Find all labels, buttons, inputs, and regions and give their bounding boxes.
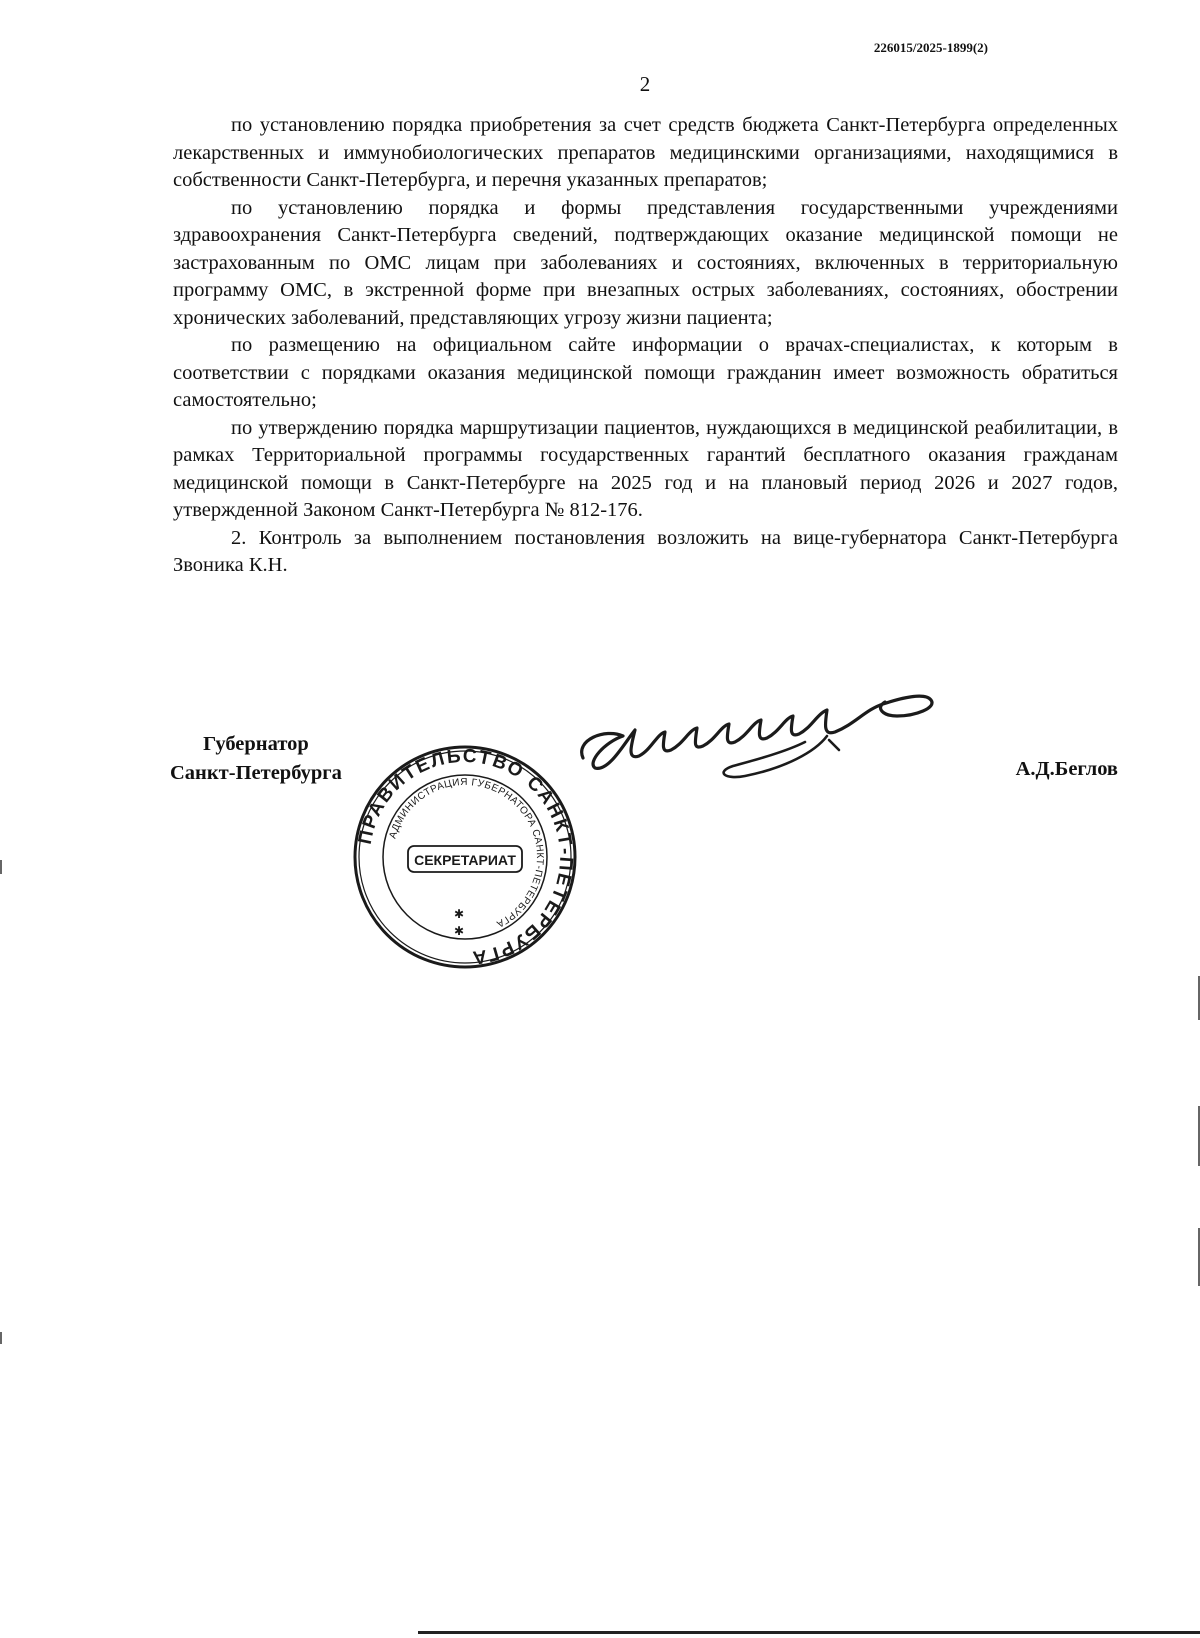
handwritten-signature [565, 680, 985, 810]
official-seal [350, 742, 580, 972]
document-registration-number: 226015/2025-1899(2) [873, 40, 988, 55]
signatory-title [170, 730, 342, 788]
scan-bottom-edge [418, 1631, 1200, 1634]
seal-center-text: СЕКРЕТАРИАТ [414, 852, 516, 868]
paragraph-3: по размещению на официальном сайте информации о врачах-специалистах, к которым в соответствии с порядками оказания медицинской помощи гражданин имеет возможность обратиться самостоятельно; [173, 334, 1118, 411]
signatory-title-line1: Губернатор [203, 733, 309, 755]
paragraph-1: по установлению порядка приобретения за счет средств бюджета Санкт-Петербурга определенных лекарственных и иммунобиологических препаратов медицинскими организациями, находящимися в собственности Санкт-Петербурга, и перечня указанных препаратов; [173, 114, 1118, 191]
page-number: 2 [639, 72, 651, 96]
signatory-title-line2: Санкт-Петербурга [170, 762, 342, 784]
svg-text:✱: ✱ [454, 907, 465, 921]
svg-text:✱: ✱ [454, 924, 465, 938]
scan-edge-mark-left [0, 860, 2, 874]
scan-edge-mark-left [0, 1332, 2, 1344]
paragraph-2: по установлению порядка и формы представления государственными учреждениями здравоохранения Санкт-Петербурга сведений, подтверждающих оказание медицинской помощи не застрахованным по ОМС лицам при заболеваниях и состояниях, включенных в территориальную программу ОМС, в экстренной форме при внезапных острых заболеваниях, состояниях, обострении хронических заболеваний, представляющих угрозу жизни пациента; [173, 196, 1118, 329]
document-body [173, 112, 1118, 580]
seal-inner-text: АДМИНИСТРАЦИЯ ГУБЕРНАТОРА САНКТ-ПЕТЕРБУРГА [387, 776, 546, 930]
seal-outer-text: ПРАВИТЕЛЬСТВО САНКТ-ПЕТЕРБУРГА [354, 745, 577, 969]
paragraph-4: по утверждению порядка маршрутизации пациентов, нуждающихся в медицинской реабилитации, в рамках Территориальной программы государственных гарантий бесплатного оказания гражданам медицинской помощи в Санкт-Петербурге на 2025 год и на плановый период 2026 и 2027 годов, утвержденной Законом Санкт-Петербурга № 812-176. [173, 416, 1118, 521]
signatory-name: А.Д.Беглов [1015, 758, 1118, 780]
paragraph-5: 2. Контроль за выполнением постановления возложить на вице-губернатора Санкт-Петербурга Звоника К.Н. [173, 526, 1118, 576]
